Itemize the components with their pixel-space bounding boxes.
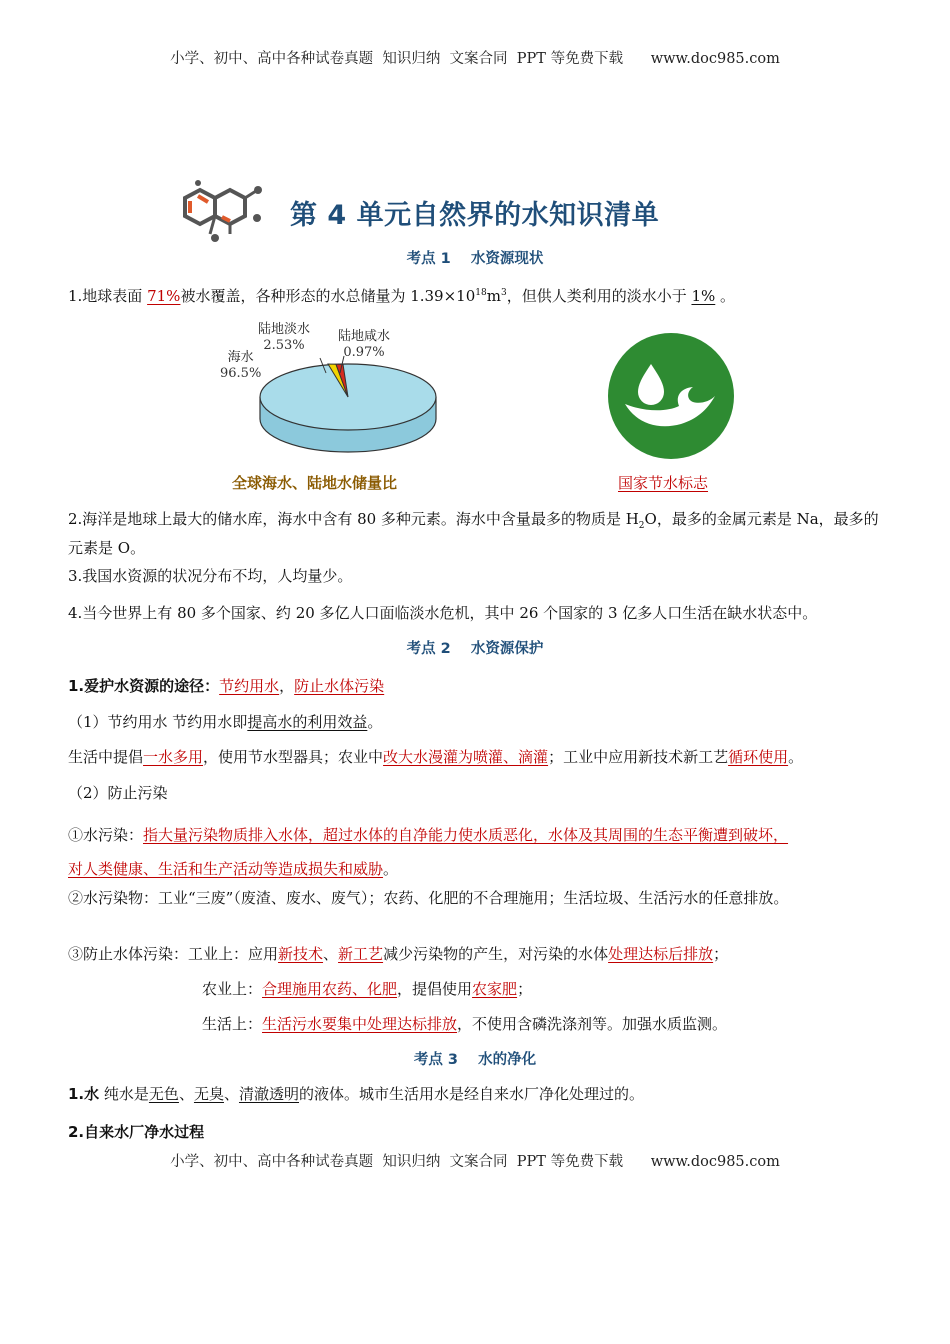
s1-paragraph-1: 1.地球表面 71%被水覆盖，各种形态的水总储量为 $1.39\times 10^{18}m^3$，但供人类利用的淡水小于 1% 。 <box>68 287 736 305</box>
s2-pollutants: ②水污染物：工业“三废”（废渣、废水、废气）；农药、化肥的不合理施用；生活垃圾、生活污水的任意排放。 <box>68 889 789 907</box>
s1-paragraph-3: 3.我国水资源的状况分布不均，人均量少。 <box>68 567 353 585</box>
page-footer: 小学、初中、高中各种试卷真题 知识归纳 文案合同 PPT 等免费下载 www.doc985.com <box>170 1154 780 1170</box>
logo-caption: 国家节水标志 <box>618 474 709 492</box>
page-title: 第 4 单元自然界的水知识清单 <box>290 200 660 231</box>
page-header: 小学、初中、高中各种试卷真题 知识归纳 文案合同 PPT 等免费下载 www.doc985.com <box>170 51 780 67</box>
s3-q1: 1.水 纯水是无色、无臭、清澈透明的液体。城市生活用水是经自来水厂净化处理过的。 <box>68 1085 645 1103</box>
s2-saving-detail: 生活中提倡一水多用，使用节水型器具；农业中改大水漫灌为喷灌、滴灌；工业中应用新技术新工艺循环使用。 <box>68 748 804 766</box>
s2-saving: （1）节约用水 节约用水即提高水的利用效益。 <box>68 713 383 731</box>
s2-industry: ③防止水体污染：工业上：应用新技术、新工艺减少污染物的产生，对污染的水体处理达标后排放； <box>68 945 729 963</box>
s2-agriculture: 农业上：合理施用农药、化肥，提倡使用农家肥； <box>202 980 533 998</box>
molecule-icon <box>178 176 268 246</box>
section1-heading: 考点 1 水资源现状 <box>406 251 544 267</box>
pie-caption: 全球海水、陆地水储量比 <box>232 474 398 492</box>
section2-heading: 考点 2 水资源保护 <box>406 641 544 657</box>
water-storage-pie <box>258 352 438 462</box>
pie-label-salt: 陆地咸水 0.97% <box>338 329 391 360</box>
s1-paragraph-2: 2.海洋是地球上最大的储水库，海水中含有 80 多种元素。海水中含量最多的物质是 $H_2O$，最多的金属元素是 Na，最多的元素是 O。 <box>68 510 879 557</box>
title-block <box>178 176 798 246</box>
s3-q2: 2.自来水厂净水过程 <box>68 1123 205 1141</box>
s2-q1: 1.爱护水资源的途径：节约用水，防止水体污染 <box>68 677 385 695</box>
s2-life: 生活上：生活污水要集中处理达标排放，不使用含磷洗涤剂等。加强水质监测。 <box>202 1015 728 1033</box>
section3-heading: 考点 3 水的净化 <box>413 1052 537 1068</box>
s1-paragraph-4: 4.当今世界上有 80 多个国家、约 20 多亿人口面临淡水危机，其中 26 个国家的 3 亿多人口生活在缺水状态中。 <box>68 604 818 622</box>
pie-label-sea: 海水 96.5% <box>220 350 262 381</box>
water-saving-logo-icon <box>607 332 735 460</box>
pie-label-fresh: 陆地淡水 2.53% <box>258 322 311 353</box>
s2-water-pollution: ①水污染：指大量污染物质排入水体，超过水体的自净能力使水质恶化，水体及其周围的生态平衡遭到破坏， 对人类健康、生活和生产活动等造成损失和威胁。 <box>68 826 789 878</box>
s2-prevent: （2）防止污染 <box>68 784 168 802</box>
